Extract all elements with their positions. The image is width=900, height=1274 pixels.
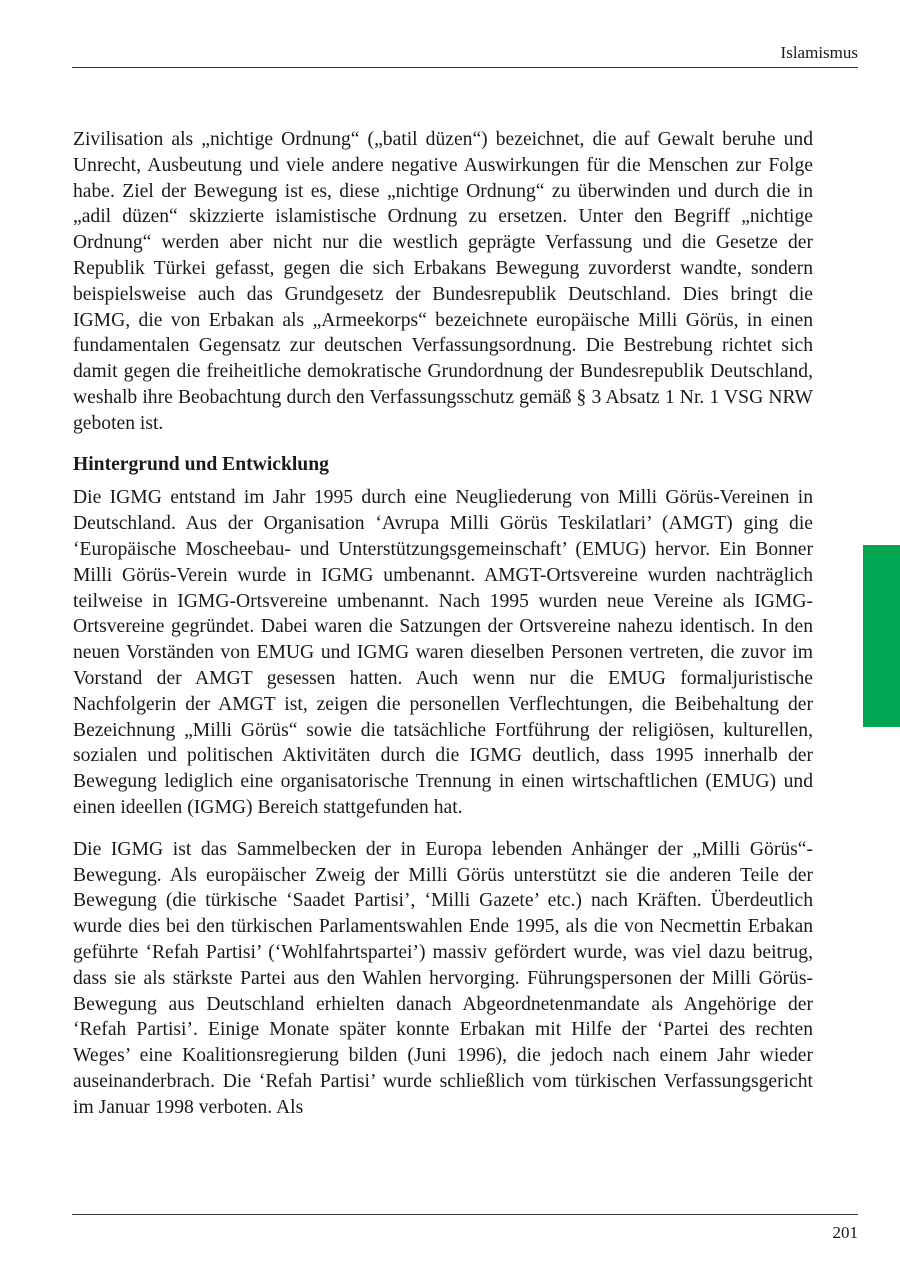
section-heading: Hintergrund und Entwicklung (73, 453, 329, 475)
header-rule (72, 67, 858, 68)
page-body (73, 127, 813, 1120)
page-number: 201 (832, 1223, 858, 1242)
body-paragraph: Zivilisation als „nichtige Ordnung“ („batil düzen“) bezeichnet, die auf Gewalt beruhe und Unrecht, Ausbeutung und viele andere negative Auswirkungen für die Menschen zur Folge habe. Ziel der Bewegung ist es, diese „nichtige Ordnung“ zu überwinden und durch die in „adil düzen“ skizzierte islamistische Ordnung zu ersetzen. Unter den Begriff „nichtige Ordnung“ werden aber nicht nur die westlich geprägte Verfassung und die Gesetze der Republik Türkei gefasst, gegen die sich Erbakans Bewegung zuvorderst wandte, sondern beispielsweise auch das Grundgesetz der Bundesrepublik Deutschland. Dies bringt die IGMG, die von Erbakan als „Armeekorps“ bezeichnete europäische Milli Görüs, in einen fundamentalen Gegensatz zur deutschen Verfassungsordnung. Die Bestrebung richtet sich damit gegen die freiheitliche demokratische Grundordnung der Bundesrepublik Deutschland, weshalb ihre Beobachtung durch den Verfassungsschutz gemäß § 3 Absatz 1 Nr. 1 VSG NRW geboten ist. (73, 129, 813, 434)
body-paragraph: Die IGMG entstand im Jahr 1995 durch eine Neugliederung von Milli Görüs-Vereinen in Deutschland. Aus der Organisation ‘Avrupa Milli Görüs Teskilatlari’ (AMGT) ging die ‘Europäische Moscheebau- und Unterstützungsgemeinschaft’ (EMUG) hervor. Ein Bonner Milli Görüs-Verein wurde in IGMG umbenannt. AMGT-Ortsvereine wurden nachträglich teilweise in IGMG-Ortsvereine umbenannt. Nach 1995 wurden neue Vereine als IGMG-Ortsvereine gegründet. Dabei waren die Satzungen der Ortsvereine nahezu identisch. In den neuen Vorständen von EMUG und IGMG waren dieselben Personen vertreten, die zuvor im Vorstand der AMGT gesessen hatten. Auch wenn nur die EMUG formaljuristische Nachfolgerin der AMGT ist, zeigen die personellen Verflechtungen, die Beibehaltung der Bezeichnung „Milli Görüs“ sowie die tatsächliche Fortführung der religiösen, kulturellen, sozialen und politischen Aktivitäten durch die IGMG deutlich, dass 1995 innerhalb der Bewegung lediglich eine organisatorische Trennung in einen wirtschaftlichen (EMUG) und einen ideellen (IGMG) Bereich stattgefunden hat. (73, 487, 813, 818)
footer-rule (72, 1214, 858, 1215)
chapter-color-tab (863, 545, 900, 727)
running-header-title: Islamismus (780, 43, 858, 62)
body-paragraph: Die IGMG ist das Sammelbecken der in Europa lebenden Anhänger der „Milli Görüs“-Bewegung. Als europäischer Zweig der Milli Görüs unterstützt sie die anderen Teile der Bewegung (die türkische ‘Saadet Partisi’, ‘Milli Gazete’ etc.) nach Kräften. Überdeutlich wurde dies bei den türkischen Parlamentswahlen Ende 1995, als die von Necmettin Erbakan geführte ‘Refah Partisi’ (‘Wohlfahrtspartei’) massiv gefördert wurde, was viel dazu beitrug, dass sie als stärkste Partei aus den Wahlen hervorging. Führungspersonen der Milli Görüs-Bewegung aus Deutschland erhielten danach Abgeordnetenmandate als Angehörige der ‘Refah Partisi’. Einige Monate später konnte Erbakan mit Hilfe der ‘Partei des rechten Weges’ eine Koalitionsregierung bilden (Juni 1996), die jedoch nach einem Jahr wieder auseinanderbrach. Die ‘Refah Partisi’ wurde schließlich vom türkischen Verfassungsgericht im Januar 1998 verboten. Als (73, 838, 813, 1118)
